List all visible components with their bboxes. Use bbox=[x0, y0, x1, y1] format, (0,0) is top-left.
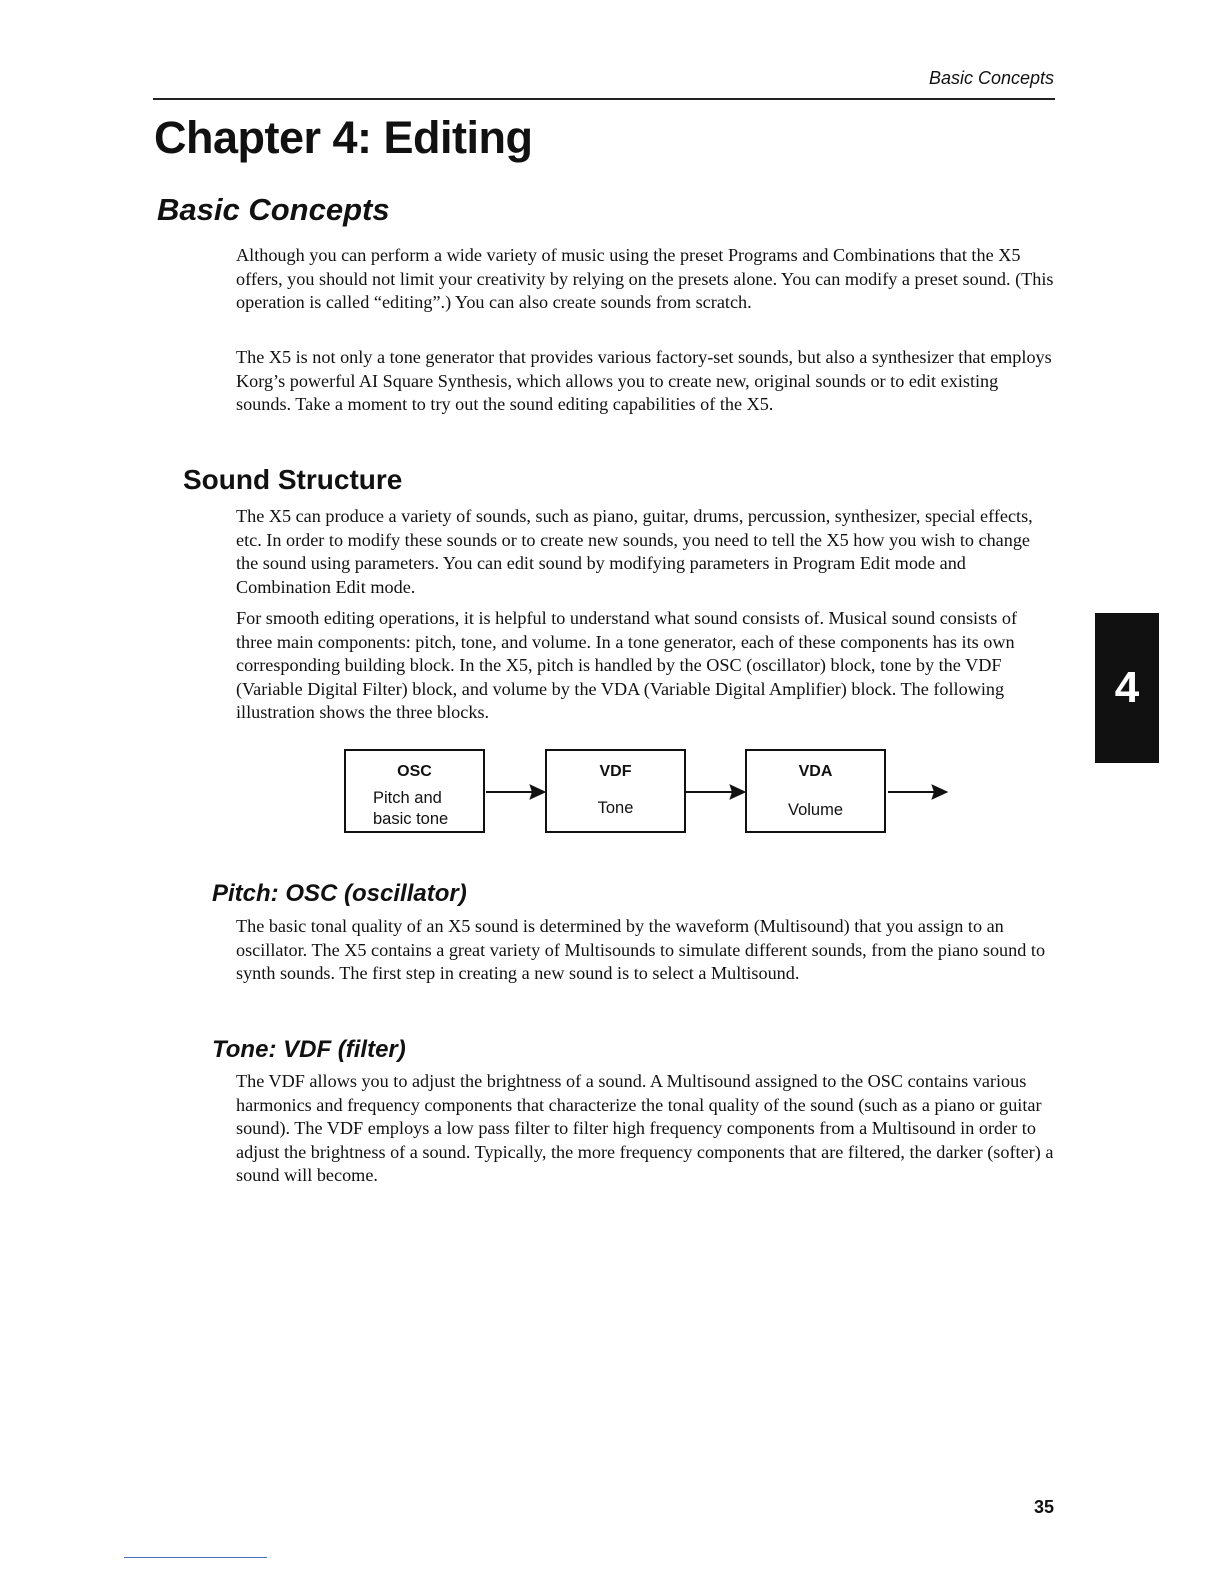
vda-block bbox=[745, 749, 886, 833]
osc-block-desc-line-2: basic tone bbox=[373, 810, 449, 828]
tone-paragraph: The VDF allows you to adjust the brightness of a sound. A Multisound assigned to the OSC contains various harmonics and frequency components that characterize the tonal quality of the sound (such as a piano or guitar sound). The VDF employs a low pass filter to filter high frequency components from a Multisound in order to adjust the brightness of a sound. Typically, the more frequency components that are filtered, the darker (softer) a sound will become. bbox=[236, 1071, 1054, 1186]
chapter-thumb-tab: 4 bbox=[1095, 613, 1159, 763]
vdf-block bbox=[545, 749, 686, 833]
sound-structure-paragraph-1: The X5 can produce a variety of sounds, such as piano, guitar, drums, percussion, synthesizer, special effects, etc. In order to modify these sounds or to create new sounds, you need to tell the X5 how you wish to change the sound using parameters. You can edit sound by modifying parameters in Program Edit mode and Combination Edit mode. bbox=[236, 506, 1033, 597]
basic-concepts-paragraph-2: The X5 is not only a tone generator that provides various factory-set sounds, but also a synthesizer that employs Korg’s powerful AI Square Synthesis, which allows you to create new, original sounds or to edit existing sounds. Take a moment to try out the sound editing capabilities of the X5. bbox=[236, 347, 1052, 415]
basic-concepts-paragraph-1: Although you can perform a wide variety of music using the preset Programs and Combinations that the X5 offers, you should not limit your creativity by relying on the presets alone. You can modify a preset sound. (This operation is called “editing”.) You can also create sounds from scratch. bbox=[236, 245, 1054, 313]
subsection-title-tone: Tone: VDF (filter) bbox=[212, 1036, 406, 1063]
osc-block-description bbox=[373, 788, 448, 830]
osc-block-desc-line-1: Pitch and bbox=[373, 789, 442, 807]
section-title-sound-structure: Sound Structure bbox=[183, 464, 403, 495]
running-head: Basic Concepts bbox=[928, 68, 1054, 88]
section-title-basic-concepts: Basic Concepts bbox=[157, 192, 390, 227]
arrow-head-vda-output bbox=[933, 786, 946, 798]
page-number: 35 bbox=[1033, 1497, 1054, 1517]
subsection-title-pitch: Pitch: OSC (oscillator) bbox=[212, 880, 467, 907]
footer-rule bbox=[124, 1557, 267, 1558]
chapter-title: Chapter 4: Editing bbox=[154, 112, 533, 163]
vdf-block-title: VDF bbox=[599, 763, 632, 780]
pitch-paragraph: The basic tonal quality of an X5 sound is determined by the waveform (Multisound) that you assign to an oscillator. The X5 contains a great variety of Multisounds to simulate different sounds, from the piano sound to synth sounds. The first step in creating a new sound is to select a Multisound. bbox=[236, 916, 1046, 984]
arrow-head-vdf-to-vda bbox=[731, 786, 744, 798]
arrow-head-osc-to-vdf bbox=[531, 786, 544, 798]
osc-block bbox=[344, 749, 485, 833]
sound-structure-paragraph-2: For smooth editing operations, it is helpful to understand what sound consists of. Musical sound consists of three main components: pitch, tone, and volume. In a tone generator, each of these components has its own corresponding building block. In the X5, pitch is handled by the OSC (oscillator) block, tone by the VDF (Variable Digital Filter) block, and volume by the VDA (Variable Digital Amplifier) block. The following illustration shows the three blocks. bbox=[236, 608, 1017, 723]
vda-block-description: Volume bbox=[787, 801, 844, 819]
vdf-block-description: Tone bbox=[597, 799, 634, 817]
header-rule bbox=[153, 98, 1055, 100]
osc-block-title: OSC bbox=[397, 763, 432, 780]
vda-block-title: VDA bbox=[798, 763, 833, 780]
